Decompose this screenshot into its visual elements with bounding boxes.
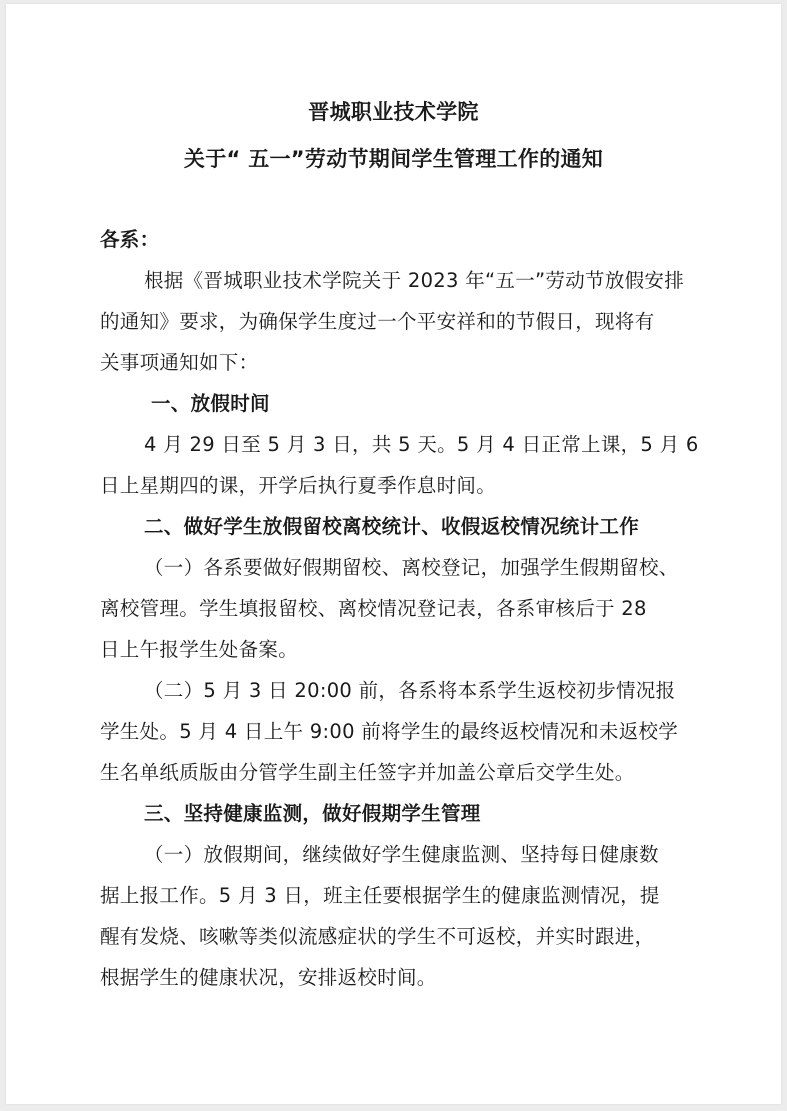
section1-line-1: 4 月 29 日至 5 月 3 日，共 5 天。5 月 4 日正常上课，5 月 6 xyxy=(144,433,699,456)
intro-line-1: 根据《晋城职业技术学院关于 2023 年“五一”劳动节放假安排 xyxy=(144,269,685,292)
section1-line-2: 日上星期四的课，开学后执行夏季作息时间。 xyxy=(100,474,497,497)
section3-item1-line-1: （一）放假期间，继续做好学生健康监测、坚持每日健康数 xyxy=(144,843,659,866)
section3-item1-line-3: 醒有发烧、咳嗽等类似流感症状的学生不可返校，并实时跟进， xyxy=(100,925,655,948)
section2-item1-line-1: （一）各系要做好假期留校、离校登记，加强学生假期留校、 xyxy=(144,556,679,579)
section2-item2-line-1: （二）5 月 3 日 20:00 前，各系将本系学生返校初步情况报 xyxy=(144,679,676,702)
salutation: 各系： xyxy=(100,228,160,251)
section2-item1-line-3: 日上午报学生处备案。 xyxy=(100,638,299,661)
section2-item1-line-2: 离校管理。学生填报留校、离校情况登记表，各系审核后于 28 xyxy=(100,597,647,620)
intro-line-2: 的通知》要求，为确保学生度过一个平安祥和的节假日，现将有 xyxy=(100,310,655,333)
section3-item1-line-4: 根据学生的健康状况，安排返校时间。 xyxy=(100,966,437,989)
intro-line-3: 关事项通知如下： xyxy=(100,351,259,374)
section3-heading: 三、坚持健康监测，做好假期学生管理 xyxy=(144,802,481,825)
section2-heading: 二、做好学生放假留校离校统计、收假返校情况统计工作 xyxy=(144,515,640,538)
title-line-2: 关于“ 五一”劳动节期间学生管理工作的通知 xyxy=(183,147,604,171)
section2-item2-line-2: 学生处。5 月 4 日上午 9:00 前将学生的最终返校情况和未返校学 xyxy=(100,720,679,743)
section2-item2-line-3: 生名单纸质版由分管学生副主任签字并加盖公章后交学生处。 xyxy=(100,761,635,784)
section3-item1-line-2: 据上报工作。5 月 3 日，班主任要根据学生的健康监测情况，提 xyxy=(100,884,660,907)
title-line-1: 晋城职业技术学院 xyxy=(308,100,479,124)
section1-heading: 一、放假时间 xyxy=(151,392,270,415)
document-page xyxy=(6,4,781,1104)
